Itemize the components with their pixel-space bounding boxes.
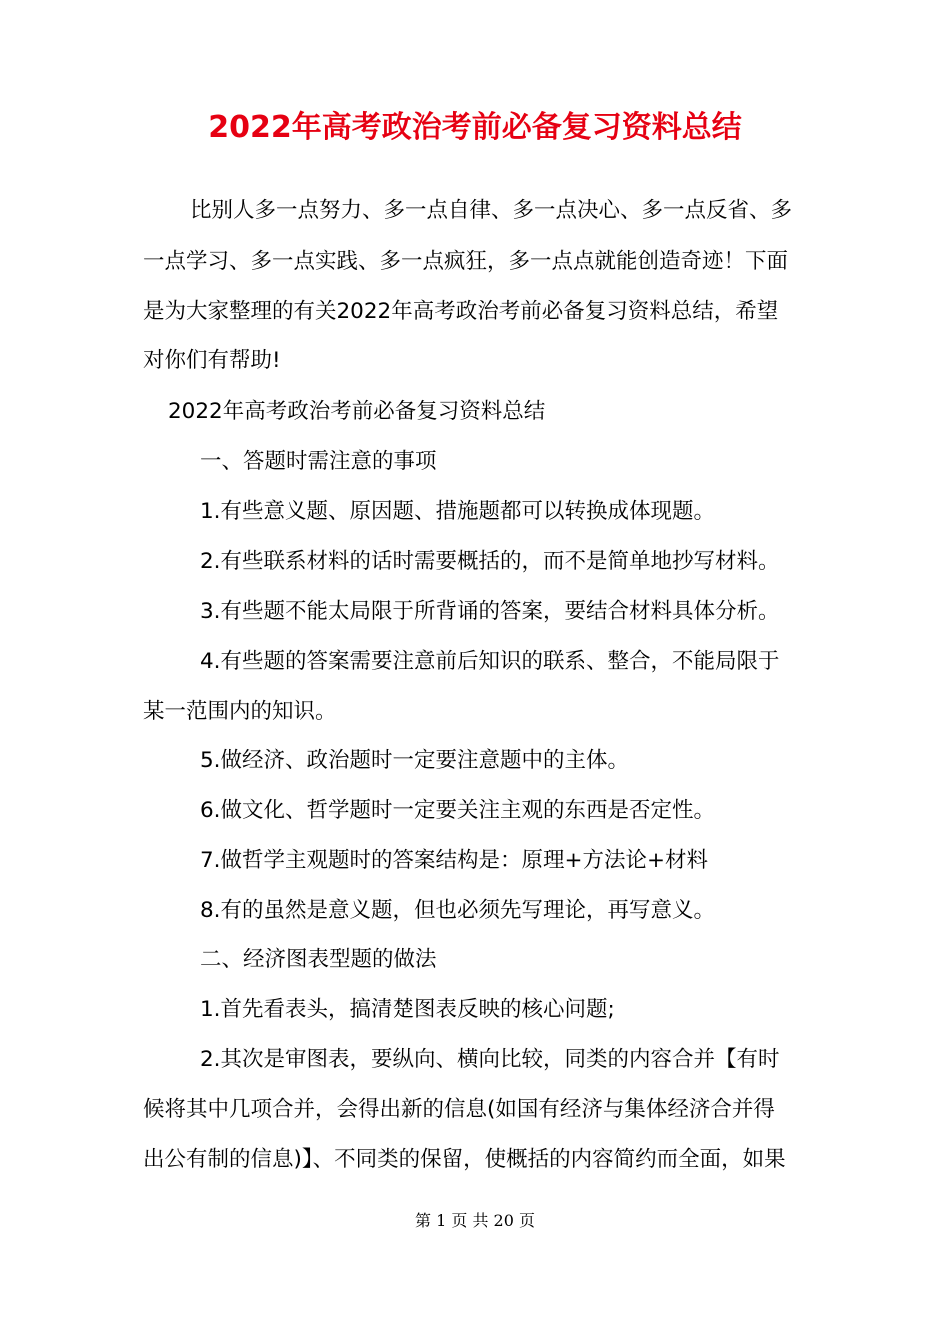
list-item: 5.做经济、政治题时一定要注意题中的主体。 <box>200 748 630 773</box>
list-item-continuation: 出公有制的信息)】、不同类的保留，使概括的内容简约而全面，如果 <box>143 1147 786 1172</box>
list-item: 2.其次是审图表，要纵向、横向比较，同类的内容合并【有时 <box>200 1047 780 1072</box>
list-item: 1.首先看表头，搞清楚图表反映的核心问题; <box>200 997 615 1022</box>
list-item: 7.做哲学主观题时的答案结构是：原理+方法论+材料 <box>200 848 709 873</box>
section-heading: 二、经济图表型题的做法 <box>200 947 437 972</box>
paragraph-line: 一点学习、多一点实践、多一点疯狂，多一点点就能创造奇迹！下面 <box>143 249 789 274</box>
page-number: 第 1 页 共 20 页 <box>415 1211 535 1230</box>
list-item: 2.有些联系材料的话时需要概括的，而不是简单地抄写材料。 <box>200 549 780 574</box>
list-item: 4.有些题的答案需要注意前后知识的联系、整合，不能局限于 <box>200 649 780 674</box>
list-item: 1.有些意义题、原因题、措施题都可以转换成体现题。 <box>200 499 716 524</box>
document-title: 2022年高考政治考前必备复习资料总结 <box>208 110 742 145</box>
paragraph-line: 是为大家整理的有关2022年高考政治考前必备复习资料总结，希望 <box>143 299 779 324</box>
list-item-continuation: 某一范围内的知识。 <box>143 699 337 724</box>
paragraph-line: 对你们有帮助! <box>143 348 281 373</box>
paragraph-line: 比别人多一点努力、多一点自律、多一点决心、多一点反省、多 <box>190 198 793 223</box>
section-heading: 一、答题时需注意的事项 <box>200 449 437 474</box>
list-item: 3.有些题不能太局限于所背诵的答案，要结合材料具体分析。 <box>200 599 780 624</box>
list-item: 6.做文化、哲学题时一定要关注主观的东西是否定性。 <box>200 798 716 823</box>
list-item-continuation: 候将其中几项合并，会得出新的信息(如国有经济与集体经济合并得 <box>143 1097 775 1122</box>
section-heading: 2022年高考政治考前必备复习资料总结 <box>168 399 546 424</box>
list-item: 8.有的虽然是意义题，但也必须先写理论，再写意义。 <box>200 898 716 923</box>
